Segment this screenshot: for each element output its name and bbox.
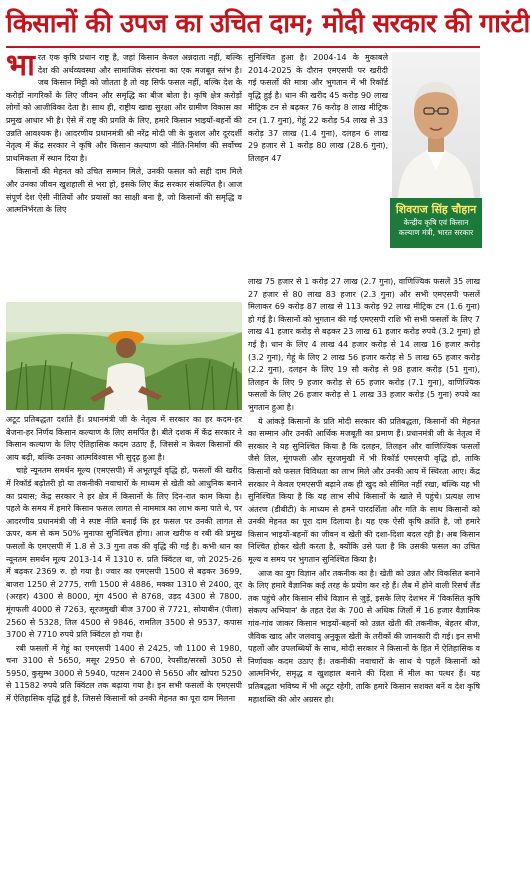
- author-role-line-1: केन्द्रीय कृषि एवं किसान: [403, 218, 469, 227]
- author-illustration: [392, 52, 480, 198]
- paragraph-1-text: रत एक कृषि प्रधान राष्ट्र है, जहां किसान केवल अन्नदाता नहीं, बल्कि देश की अर्थव्यवस्था और सामाजिक संरचना का एक मजबूत स्तंभ है। जब किसान मिट्टी को जोतता है तो वह सिर्फ फसल नहीं, बल्कि देश के करोड़ों नागरिकों के लिए जीवन और समृद्धि का बीज बोता है। कृषि क्षेत्र करोड़ों लोगों को आजीविका देता है। साथ ही, राष्ट्रीय खाद्य सुरक्षा और ग्रामीण विकास का प्रमुख आधार भी है। ऐसे में राष्ट्र की प्रगति के लिए, हमारे किसान भाइयों-बहनों की उन्नति आवश्यक है। आदरणीय प्रधानमंत्री श्री नरेंद्र मोदी जी के कुशल और दूरदर्शी नेतृत्व में केंद्र सरकार ने कृषि और किसान कल्याण को नीति-निर्माण की सर्वोच्च प्राथमिकता में स्थान दिया है।: [6, 53, 242, 163]
- headline: [6, 4, 530, 44]
- article-paragraph-7: लाख 75 हजार से 1 करोड़ 27 लाख (2.7 गुना), वाणिज्यिक फसलें 35 लाख 27 हजार से 80 लाख 83 हजार (2.3 गुना) और सभी एमएसपी फसलें मिलाकर 69 करोड़ 87 लाख से 113 करोड़ 92 लाख मीट्रिक टन (1.6 गुना) हो गई है। किसानों को भुगतान की गई एमएसपी राशि भी सभी फसलों के लिए 7 लाख 41 हजार करोड़ से बढ़कर 23 लाख 61 हजार करोड़ रुपये (3.2 गुना) हो गई है। धान के लिए 4 लाख 44 हजार करोड़ से 14 लाख 16 हजार करोड़ (3.2 गुना), गेहूं के लिए 2 लाख 56 हजार करोड़ से 5 लाख 65 हजार करोड़ (2.2 गुना), दलहन के लिए 19 सौ करोड़ से 98 हजार करोड़ (51 गुना), तिलहन के लिए 9 हजार करोड़ से 65 हजार करोड़ (7.1 गुना), वाणिज्यिक फसलों के लिए 26 हजार करोड़ से 1 लाख 33 हजार करोड़ (5 गुना) रुपये का भुगतान हुआ है।: [248, 277, 480, 412]
- author-byline: [390, 198, 482, 248]
- article-column-left: [6, 48, 242, 218]
- article-column-right-top: [248, 52, 388, 272]
- headline-separator: [314, 9, 323, 39]
- article-paragraph-3: अटूट प्रतिबद्धता दर्शाते हैं। प्रधानमंत्री जी के नेतृत्व में सरकार का हर कदम-हर बेजना-हर निर्णय किसान कल्याण के लिए समर्पित है। बीते दशक में केंद्र सरकार ने किसान कल्याण के लिए ऐतिहासिक कदम उठाए हैं, जिससे न केवल किसानों की आय बढ़ी, बल्कि उनका आत्मविश्वास भी सुदृढ़ हुआ है।: [6, 415, 242, 462]
- article-paragraph-6: सुनिश्चित हुआ है। 2004-14 के मुकाबले 2014-2025 के दौरान एमएसपी पर खरीदी गई फसलों की मात्रा और भुगतान में भी रिकॉर्ड वृद्धि हुई है। धान की खरीद 45 करोड़ 90 लाख मीट्रिक टन से बढ़कर 76 करोड़ 8 लाख मीट्रिक टन (1.7 गुना), गेहूं 22 करोड़ 54 लाख से 33 करोड़ 37 लाख (1.4 गुना), दलहन 6 लाख 29 हजार से 1 करोड़ 80 लाख (28.6 गुना), तिलहन 47: [248, 53, 388, 163]
- drop-cap: भा: [6, 48, 35, 83]
- article-column-left-bottom: [6, 414, 242, 888]
- author-name: शिवराज सिंह चौहान: [395, 203, 477, 216]
- article-paragraph-9: आज का युग विज्ञान और तकनीक का है। खेती को उन्नत और विकसित बनाने के लिए हमारे वैज्ञानिक कई तरह के प्रयोग कर रहे हैं। लैब में होने वाली रिसर्च लैंड तक पहुंचे और किसान सीधे विज्ञान से जुड़ें, इसके लिए देशभर में 'विकसित कृषि संकल्प अभियान' के तहत देश के 700 से अधिक जिलों में 16 हजार वैज्ञानिक गांव-गांव जाकर किसान भाइयों-बहनों को उन्नत खेती की तकनीक, बेहतर बीज, जैविक खाद और जलवायु अनुकूल खेती के तरीकों की जानकारी दी गई। इन सभी पहलों और उपलब्धियों के साथ, मोदी सरकार ने किसानों के हित में ऐतिहासिक व निर्णायक कदम उठाए हैं। तकनीकी नवाचारों के साथ ये पहलें किसानों को आत्मनिर्भर, समृद्ध व खुशहाल बनाने की दिशा में मील का पत्थर हैं। यह प्रतिबद्धता भविष्य में भी अटूट रहेगी, ताकि हमारे किसान सशक्त बनें व देश कृषि महाशक्ति की ओर अग्रसर हो।: [248, 568, 480, 704]
- article-paragraph-8: ये आंकड़े किसानों के प्रति मोदी सरकार की प्रतिबद्धता, किसानों की मेहनत का सम्मान और उनकी आर्थिक मजबूती का प्रमाण हैं। प्रधानमंत्री जी के नेतृत्व में सरकार ने यह सुनिश्चित किया है कि दलहन, तिलहन और वाणिज्यिक फसलों जैसे तिल, मूंगफली और सूरजमुखी में भी रिकॉर्ड एमएसपी वृद्धि हो, ताकि किसानों को फसल विविधता का लाभ मिले और उनकी आय में स्थिरता आए। केंद्र सरकार ने केवल एमएसपी बढ़ाने तक ही खुद को सीमित नहीं रखा, बल्कि यह भी सुनिश्चित किया है कि यह लाभ सीधे किसानों के खाते में पहुंचे। प्रत्यक्ष लाभ अंतरण (डीबीटी) के माध्यम से हमने पारदर्शिता और गति के साथ किसानों को उनकी मेहनत का पूरा दाम दिलाया है। यह एक ऐसी कृषि क्रांति है, जो हमारे किसान भाइयों-बहनों का जीवन व खेती की दशा-दिशा बदल रही है। अब किसान निश्चित होकर खेती करता है, क्योंकि उसे पता है कि उसकी फसल का उचित मूल्य व समय पर भुगतान सुनिश्चित किया है।: [248, 416, 480, 565]
- headline-divider: [6, 46, 480, 48]
- article-paragraph-1: [6, 48, 242, 165]
- headline-part-2: मोदी सरकार की गारंटी: [322, 9, 530, 39]
- article-paragraph-2: किसानों की मेहनत को उचित सम्मान मिले, उनकी फसल को सही दाम मिले और उनका जीवन खुशहाली से भरा हो, इसके लिए केंद्र सरकार संकल्पित है। आज संपूर्ण देश ऐसी नीतियों और प्रयासों का साक्षी बना है, जो किसानों की समृद्धि व आत्मनिर्भरता के लिए: [6, 167, 242, 215]
- article-paragraph-4: चाहे न्यूनतम समर्थन मूल्य (एमएसपी) में अभूतपूर्व वृद्धि हो, फसलों की खरीद में रिकॉर्ड बढ़ोतरी हो या तकनीकी नवाचारों के माध्यम से खेती को आधुनिक बनाने का प्रयास; केंद्र सरकार ने हर क्षेत्र में किसानों के लिए दिन-रात काम किया है। पहले के समय में हमारे किसान फसल लागत से नाममात्र का लाभ कमा पाते थे, पर आदरणीय प्रधानमंत्री जी ने स्पष्ट नीति बनाई कि हर फसल पर उनकी लागत से ऊपर, कम से कम 50% मुनाफा सुनिश्चित होगा। आज खरीफ व रबी की प्रमुख फसलों के एमएसपी में 1.8 से 3.3 गुना तक की वृद्धि की गई है। कभी धान का न्यूनतम समर्थन मूल्य 2013-14 में 1310 रु. प्रति क्विंटल था, जो 2025-26 में बढ़कर 2369 रु. हो गया है। ज्वार का एमएसपी 1500 से बढ़कर 3699, बाजरा 1250 से 2775, रागी 1500 से 4886, मक्का 1310 से 2400, तूर (अरहर) 4300 से 8000, मूंग 4500 से 8768, उड़द 4300 से 7800, मूंगफली 4000 से 7263, सूरजमुखी बीज 3700 से 7721, सोयाबीन (पीला) 2560 से 5328, तिल 4500 से 9846, रामतिल 3500 से 9537, कपास 3700 से 7710 रुपये प्रति क्विंटल हो गया है।: [6, 466, 242, 640]
- author-portrait: [392, 52, 480, 198]
- farmer-photo: [6, 302, 242, 410]
- farmer-illustration: [6, 302, 242, 410]
- headline-part-1: किसानों की उपज का उचित दाम;: [6, 9, 314, 39]
- article-column-right: [248, 276, 480, 886]
- author-role-line-2: कल्याण मंत्री, भारत सरकार: [398, 228, 474, 237]
- article-paragraph-5: रबी फसलों में गेहूं का एमएसपी 1400 से 2425, जौ 1100 से 1980, चना 3100 से 5650, मसूर 2950 से 6700, रेपसीड/सरसों 3050 से 5950, कुसुम्भ 3000 से 5940, पटसन 2400 से 5650 और खोपरा 5250 से 11582 रुपये प्रति क्विंटल तक बढ़ाया गया है। इन सभी फसलों के एमएसपी में ऐतिहासिक वृद्धि हुई है, जिससे किसानों को उनकी मेहनत का पूरा दाम मिलना: [6, 643, 242, 704]
